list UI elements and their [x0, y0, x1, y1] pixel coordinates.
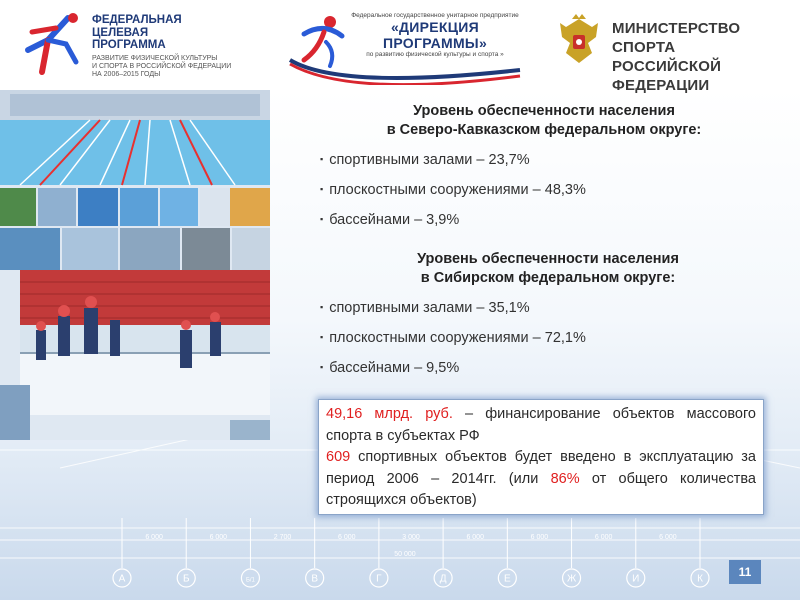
blueprint-dimension-label: 6 000: [659, 534, 677, 541]
facilities-percent-text: от общего количества строящихся объектов): [326, 470, 756, 508]
north-caucasus-title: [344, 102, 744, 140]
financing-info-box: [318, 399, 764, 515]
blueprint-axis-label: А: [118, 573, 126, 585]
blueprint-axis-label: Г: [376, 573, 382, 585]
financing-amount: 49,16 млрд. руб.: [326, 406, 453, 422]
list-item: ▪ спортивными залами – 23,7%: [320, 151, 740, 181]
list-item: ▪ плоскостными сооружениями – 72,1%: [320, 329, 740, 359]
ministry-title: МИНИСТЕРСТВО СПОРТА РОССИЙСКОЙ ФЕДЕРАЦИИ: [612, 20, 741, 94]
financing-amount-text: – финансирование объектов массового спорта в субъектах РФ: [326, 406, 756, 444]
blueprint-dimension-label: 6 000: [209, 534, 228, 541]
ice-rink-photo: [0, 270, 270, 440]
fcp-title: ФЕДЕРАЛЬНАЯ ЦЕЛЕВАЯ ПРОГРАММА: [92, 14, 182, 51]
fcp-subtitle-line: И СПОРТА В РОССИЙСКОЙ ФЕДЕРАЦИИ: [92, 62, 232, 70]
blueprint-dimension-label: 6 000: [338, 534, 356, 541]
blueprint-dimension-label: 2 700: [273, 534, 292, 541]
directorate-text: [345, 12, 525, 58]
facilities-percent: 86%: [550, 470, 580, 487]
facility-thumbnails: [0, 188, 270, 270]
list-item: ▪ плоскостными сооружениями – 48,3%: [320, 181, 740, 211]
slide-number: 11: [729, 560, 761, 584]
fcp-text: [92, 14, 262, 79]
north-caucasus-title-line: Уровень обеспеченности населения: [413, 103, 675, 119]
blueprint-dimension-label: 6 000: [530, 534, 549, 541]
blueprint-dimension-label: 6 000: [466, 534, 484, 541]
blueprint-dimension-label: 3 000: [402, 534, 420, 541]
directorate-name: «ДИРЕКЦИЯ ПРОГРАММЫ»: [382, 19, 488, 51]
blueprint-axis-label: Е: [503, 573, 511, 585]
blueprint-axis-label: К: [697, 573, 703, 585]
fcp-subtitle-line: НА 2006–2015 ГОДЫ: [92, 70, 161, 78]
collage-drawing: [0, 90, 270, 440]
blueprint-axis-label: Д: [439, 573, 447, 585]
blueprint-axis-label: Ж: [566, 573, 577, 585]
facilities-count-text: спортивных объектов будет введено в эксплуатацию за период 2006 – 2014гг. (или: [326, 449, 756, 487]
blueprint-axis-label: И: [632, 573, 640, 585]
swimming-pool-photo: [0, 90, 270, 185]
siberia-title-line: Уровень обеспеченности населения: [417, 251, 679, 267]
fcp-subtitle-line: РАЗВИТИЕ ФИЗИЧЕСКОЙ КУЛЬТУРЫ: [92, 54, 218, 62]
blueprint-dimension-label: 6 000: [594, 534, 613, 541]
header: [0, 0, 800, 94]
russian-coat-of-arms-icon: [556, 13, 602, 67]
photo-collage: [0, 90, 270, 440]
blueprint-axis-label: Б: [182, 573, 190, 585]
blueprint-total-dimension: 50 000: [394, 551, 416, 558]
north-caucasus-title-line: в Северо-Кавказском федеральном округе:: [386, 122, 702, 138]
blueprint-axis-label: В: [311, 573, 319, 585]
fcp-subtitle: [92, 55, 262, 79]
list-item: ▪ бассейнами – 3,9%: [320, 211, 740, 241]
blueprint-axis-label: Б/1: [245, 577, 255, 584]
list-item: ▪ бассейнами – 9,5%: [320, 359, 740, 389]
directorate-top: Федеральное государственное унитарное предприятие: [351, 12, 519, 19]
list-item: ▪ спортивными залами – 35,1%: [320, 299, 740, 329]
blueprint-dimension-label: 6 000: [145, 534, 163, 541]
siberia-title: [348, 250, 748, 288]
facilities-count: 609: [326, 449, 351, 465]
siberia-list: [320, 299, 740, 389]
directorate-bottom: по развитию физической культуры и спорта »: [366, 51, 504, 58]
siberia-title-line: в Сибирском федеральном округе:: [420, 270, 676, 286]
fcp-runner-logo-icon: [18, 10, 90, 80]
north-caucasus-list: [320, 151, 740, 241]
